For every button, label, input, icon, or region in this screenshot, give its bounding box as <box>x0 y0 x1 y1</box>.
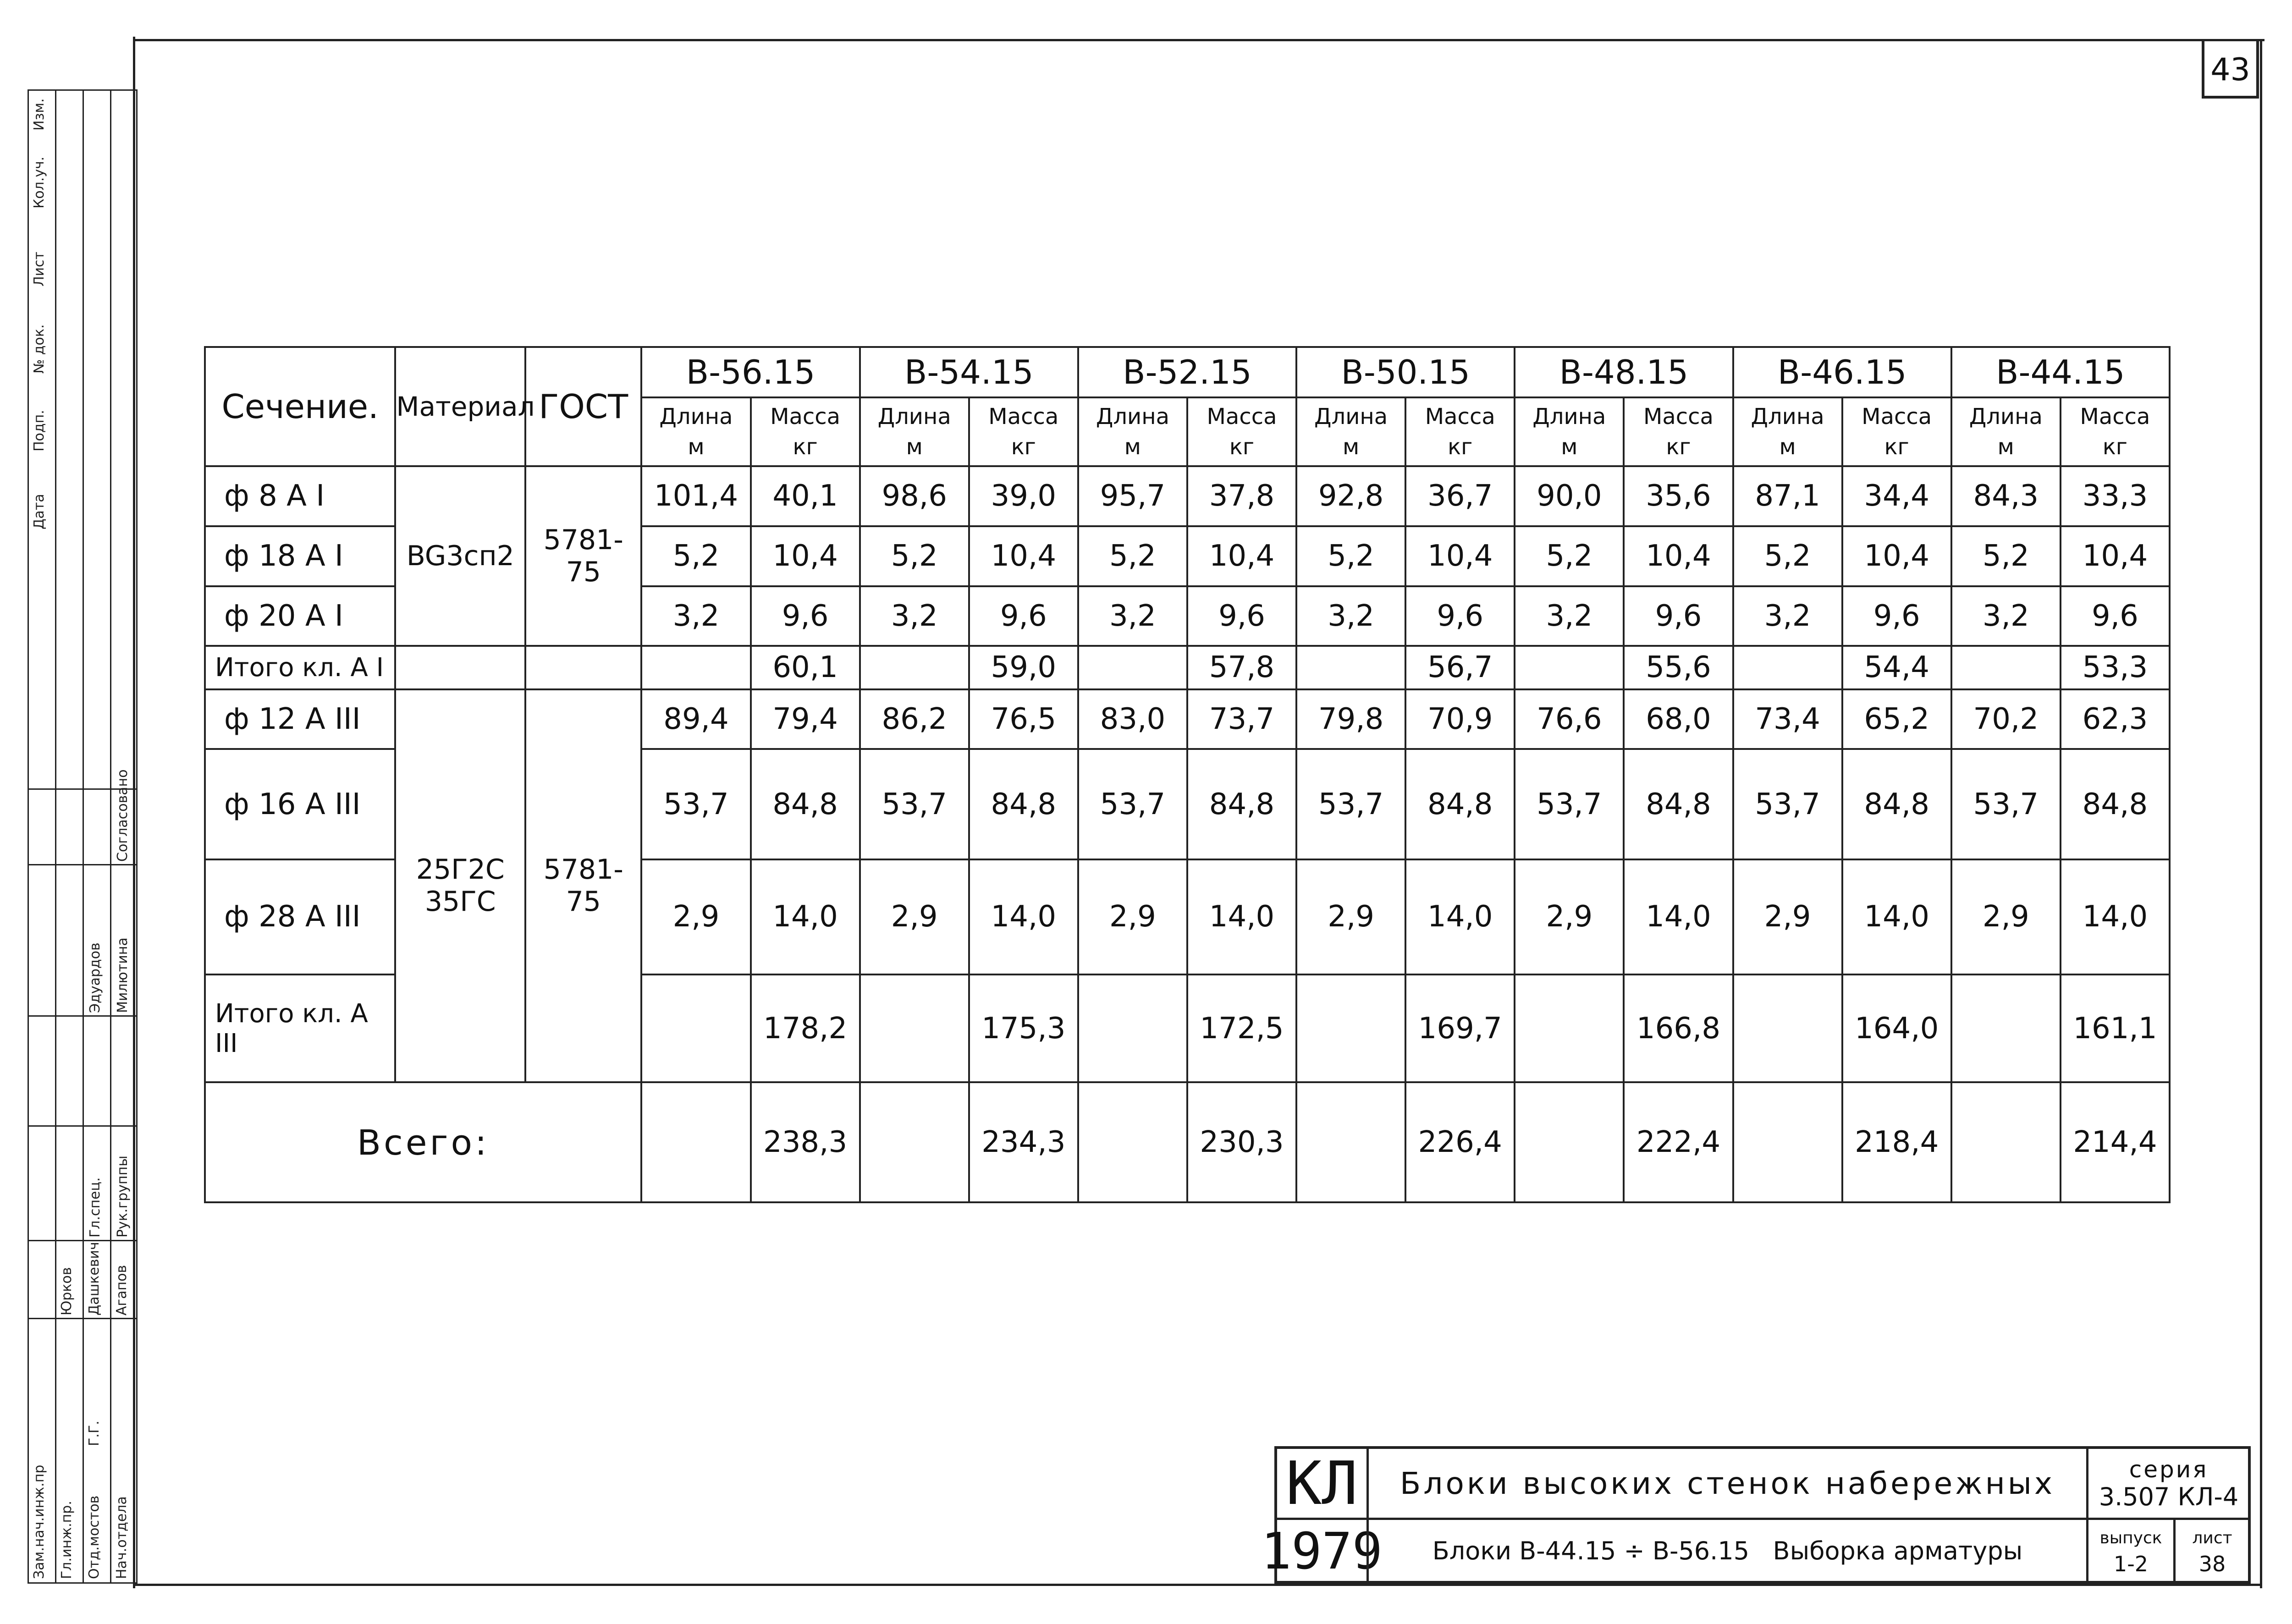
series-box <box>2086 1449 2249 1518</box>
section-label: ф 18 A I <box>205 526 395 586</box>
empty-cell <box>641 1082 750 1202</box>
header-mass: Масса кг <box>1842 397 1951 466</box>
margin-name: Юрков <box>59 1267 75 1316</box>
sheet-box <box>2173 1518 2249 1582</box>
drawing-subtitle: Блоки B-44.15 ÷ B-56.15 Выборка арматуры <box>1366 1518 2086 1582</box>
empty-cell <box>1515 974 1624 1082</box>
header-mass: Масса кг <box>2061 397 2170 466</box>
empty-cell <box>1733 1082 1842 1202</box>
cell-value: 2,9 <box>1733 859 1842 974</box>
margin-name: Г.Г. <box>86 1420 102 1446</box>
rebar-schedule-table <box>204 346 2171 1203</box>
margin-label: Нач.отдела <box>114 1496 130 1579</box>
cell-value: 53,7 <box>1078 749 1187 859</box>
section-label: ф 28 A III <box>205 859 395 974</box>
title-block <box>1261 1446 2251 1584</box>
empty-cell <box>1951 974 2061 1082</box>
empty-cell <box>525 646 641 689</box>
header-mass: Масса кг <box>1405 397 1515 466</box>
margin-row-line <box>28 1318 138 1319</box>
header-mass: Масса кг <box>1624 397 1733 466</box>
empty-cell <box>641 974 750 1082</box>
cell-value: 84,8 <box>969 749 1078 859</box>
header-length: Длина м <box>641 397 750 466</box>
cell-value: 53,7 <box>860 749 969 859</box>
header-section: Сечение. <box>205 347 395 466</box>
cell-value: 73,4 <box>1733 689 1842 749</box>
cell-value: 3,2 <box>1296 586 1405 646</box>
empty-cell <box>1078 1082 1187 1202</box>
cell-value: 3,2 <box>1078 586 1187 646</box>
empty-cell <box>1515 1082 1624 1202</box>
cell-value: 84,8 <box>1624 749 1733 859</box>
header-block-b56: B-56.15 <box>641 347 860 397</box>
cell-value: 5,2 <box>1951 526 2061 586</box>
cell-value: 89,4 <box>641 689 750 749</box>
empty-cell <box>641 646 750 689</box>
header-block-b54: B-54.15 <box>860 347 1078 397</box>
cell-value: 5,2 <box>1078 526 1187 586</box>
cell-value: 34,4 <box>1842 466 1951 526</box>
cell-value: 84,3 <box>1951 466 2061 526</box>
header-block-b50: B-50.15 <box>1296 347 1515 397</box>
header-gost: ГОСТ <box>525 347 641 466</box>
cell-value: 40,1 <box>751 466 860 526</box>
table-row <box>205 466 2170 526</box>
empty-cell <box>1515 646 1624 689</box>
margin-row-line <box>28 89 138 91</box>
margin-header-date: Дата <box>31 494 47 529</box>
grand-total-value: 222,4 <box>1624 1082 1733 1202</box>
margin-col-line <box>83 89 84 1584</box>
cell-value: 10,4 <box>969 526 1078 586</box>
cell-value: 3,2 <box>641 586 750 646</box>
margin-header-count: Кол.уч. <box>31 156 47 209</box>
cell-value: 76,6 <box>1515 689 1624 749</box>
cell-value: 53,7 <box>1951 749 2061 859</box>
empty-cell <box>1951 1082 2061 1202</box>
subtotal-value: 169,7 <box>1405 974 1515 1082</box>
cell-value: 14,0 <box>1187 859 1296 974</box>
cell-value: 10,4 <box>751 526 860 586</box>
cell-value: 14,0 <box>1842 859 1951 974</box>
subtotal-value: 161,1 <box>2061 974 2170 1082</box>
margin-label: Гл.инж.пр. <box>59 1501 75 1579</box>
margin-label: Зам.нач.инж.пр <box>31 1464 47 1579</box>
header-length: Длина м <box>1296 397 1405 466</box>
cell-value: 3,2 <box>1733 586 1842 646</box>
cell-value: 2,9 <box>1515 859 1624 974</box>
cell-value: 9,6 <box>1187 586 1296 646</box>
cell-value: 68,0 <box>1624 689 1733 749</box>
cell-value: 5,2 <box>1515 526 1624 586</box>
cell-value: 76,5 <box>969 689 1078 749</box>
header-length: Длина м <box>1951 397 2061 466</box>
margin-row-line <box>28 864 138 865</box>
table-row-subtotal-a1 <box>205 646 2170 689</box>
subtotal-value: 166,8 <box>1624 974 1733 1082</box>
header-mass: Масса кг <box>751 397 860 466</box>
margin-header-sign: Подп. <box>31 410 47 451</box>
section-label: ф 12 A III <box>205 689 395 749</box>
empty-cell <box>1078 974 1187 1082</box>
margin-col-line <box>28 89 29 1584</box>
year: 1979 <box>1277 1518 1366 1582</box>
cell-value: 5,2 <box>1733 526 1842 586</box>
margin-header-sheet: Лист <box>31 251 47 286</box>
margin-col-line <box>55 89 56 1584</box>
cell-value: 10,4 <box>1624 526 1733 586</box>
cell-value: 36,7 <box>1405 466 1515 526</box>
material-a3: 25Г2С 35ГС <box>395 689 525 1083</box>
header-length: Длина м <box>860 397 969 466</box>
margin-role: Милютина <box>115 937 131 1013</box>
series-label: серия <box>2129 1456 2209 1483</box>
drawing-title: Блоки высоких стенок набережных <box>1366 1449 2086 1518</box>
grand-total-value: 238,3 <box>751 1082 860 1202</box>
cell-value: 3,2 <box>860 586 969 646</box>
header-mass: Масса кг <box>969 397 1078 466</box>
cell-value: 3,2 <box>1515 586 1624 646</box>
margin-stamp: Согласовано <box>115 769 131 862</box>
margin-role: Рук.группы <box>115 1156 131 1238</box>
subtotal-value: 172,5 <box>1187 974 1296 1082</box>
gost-a1: 5781-75 <box>525 466 641 646</box>
cell-value: 84,8 <box>1187 749 1296 859</box>
header-block-b46: B-46.15 <box>1733 347 1951 397</box>
empty-cell <box>1296 646 1405 689</box>
margin-header-change: Изм. <box>31 98 47 131</box>
subtotal-value: 54,4 <box>1842 646 1951 689</box>
empty-cell <box>860 974 969 1082</box>
cell-value: 53,7 <box>1296 749 1405 859</box>
empty-cell <box>1296 1082 1405 1202</box>
material-a1: BG3сп2 <box>395 466 525 646</box>
frame-bottom-border <box>133 1584 2262 1586</box>
cell-value: 79,8 <box>1296 689 1405 749</box>
cell-value: 84,8 <box>751 749 860 859</box>
grand-total-value: 218,4 <box>1842 1082 1951 1202</box>
cell-value: 14,0 <box>969 859 1078 974</box>
subtotal-value: 57,8 <box>1187 646 1296 689</box>
subtotal-value: 175,3 <box>969 974 1078 1082</box>
subtotal-value: 164,0 <box>1842 974 1951 1082</box>
series-value: 3.507 КЛ-4 <box>2099 1482 2239 1511</box>
cell-value: 84,8 <box>1842 749 1951 859</box>
table-row-grand-total <box>205 1082 2170 1202</box>
empty-cell <box>1951 646 2061 689</box>
cell-value: 84,8 <box>1405 749 1515 859</box>
empty-cell <box>1733 646 1842 689</box>
cell-value: 14,0 <box>1624 859 1733 974</box>
cell-value: 2,9 <box>1078 859 1187 974</box>
section-label: ф 16 A III <box>205 749 395 859</box>
subtotal-label-a1: Итого кл. A I <box>205 646 395 689</box>
subtotal-value: 56,7 <box>1405 646 1515 689</box>
header-length: Длина м <box>1078 397 1187 466</box>
cell-value: 92,8 <box>1296 466 1405 526</box>
grand-total-value: 226,4 <box>1405 1082 1515 1202</box>
subtotal-value: 178,2 <box>751 974 860 1082</box>
cell-value: 2,9 <box>1951 859 2061 974</box>
header-length: Длина м <box>1733 397 1842 466</box>
cell-value: 9,6 <box>751 586 860 646</box>
cell-value: 9,6 <box>1842 586 1951 646</box>
cell-value: 10,4 <box>1405 526 1515 586</box>
cell-value: 86,2 <box>860 689 969 749</box>
empty-cell <box>860 1082 969 1202</box>
cell-value: 3,2 <box>1951 586 2061 646</box>
subtotal-label-a3: Итого кл. A III <box>205 974 395 1082</box>
cell-value: 65,2 <box>1842 689 1951 749</box>
cell-value: 90,0 <box>1515 466 1624 526</box>
cell-value: 14,0 <box>751 859 860 974</box>
cell-value: 70,9 <box>1405 689 1515 749</box>
cell-value: 10,4 <box>1187 526 1296 586</box>
cell-value: 35,6 <box>1624 466 1733 526</box>
cell-value: 79,4 <box>751 689 860 749</box>
cell-value: 5,2 <box>1296 526 1405 586</box>
cell-value: 37,8 <box>1187 466 1296 526</box>
gost-a3: 5781-75 <box>525 689 641 1083</box>
cell-value: 101,4 <box>641 466 750 526</box>
header-block-b52: B-52.15 <box>1078 347 1296 397</box>
grand-total-value: 234,3 <box>969 1082 1078 1202</box>
table-row <box>205 689 2170 749</box>
margin-label: Отд.мостов <box>86 1495 102 1579</box>
section-label: ф 20 A I <box>205 586 395 646</box>
cell-value: 9,6 <box>1405 586 1515 646</box>
header-length: Длина м <box>1515 397 1624 466</box>
cell-value: 39,0 <box>969 466 1078 526</box>
margin-col-line <box>136 89 138 1584</box>
margin-row-line <box>28 1582 138 1584</box>
cell-value: 9,6 <box>1624 586 1733 646</box>
cell-value: 73,7 <box>1187 689 1296 749</box>
margin-row-line <box>28 1015 138 1017</box>
cell-value: 10,4 <box>1842 526 1951 586</box>
cell-value: 2,9 <box>1296 859 1405 974</box>
cell-value: 70,2 <box>1951 689 2061 749</box>
cell-value: 87,1 <box>1733 466 1842 526</box>
cell-value: 14,0 <box>2061 859 2170 974</box>
page-number: 43 <box>2202 41 2259 99</box>
empty-cell <box>1733 974 1842 1082</box>
subtotal-value: 55,6 <box>1624 646 1733 689</box>
grand-total-label: Всего: <box>205 1082 641 1202</box>
margin-row-line <box>28 1125 138 1127</box>
grand-total-value: 230,3 <box>1187 1082 1296 1202</box>
margin-name: Дашкевич <box>86 1242 102 1316</box>
cell-value: 2,9 <box>641 859 750 974</box>
issue-label: выпуск <box>2099 1528 2162 1547</box>
margin-row-line <box>28 1240 138 1241</box>
cell-value: 62,3 <box>2061 689 2170 749</box>
cell-value: 9,6 <box>2061 586 2170 646</box>
cell-value: 53,7 <box>1515 749 1624 859</box>
margin-strip <box>28 89 138 1584</box>
cell-value: 53,7 <box>1733 749 1842 859</box>
margin-col-line <box>110 89 111 1584</box>
cell-value: 53,7 <box>641 749 750 859</box>
margin-name: Агапов <box>114 1265 130 1316</box>
cell-value: 33,3 <box>2061 466 2170 526</box>
cell-value: 5,2 <box>641 526 750 586</box>
cell-value: 2,9 <box>860 859 969 974</box>
margin-role: Эдуардов <box>87 942 103 1013</box>
subtotal-value: 53,3 <box>2061 646 2170 689</box>
cell-value: 98,6 <box>860 466 969 526</box>
empty-cell <box>1296 974 1405 1082</box>
issue-box <box>2086 1518 2173 1582</box>
cell-value: 9,6 <box>969 586 1078 646</box>
cell-value: 14,0 <box>1405 859 1515 974</box>
subtotal-value: 59,0 <box>969 646 1078 689</box>
header-block-b44: B-44.15 <box>1951 347 2170 397</box>
frame-top-border <box>133 39 2264 41</box>
cell-value: 83,0 <box>1078 689 1187 749</box>
issue-value: 1-2 <box>2113 1551 2149 1576</box>
subtotal-value: 60,1 <box>751 646 860 689</box>
empty-cell <box>395 646 525 689</box>
empty-cell <box>1078 646 1187 689</box>
header-mass: Масса кг <box>1187 397 1296 466</box>
frame-right-border <box>2260 39 2262 1588</box>
header-block-b48: B-48.15 <box>1515 347 1733 397</box>
cell-value: 5,2 <box>860 526 969 586</box>
header-material: Материал <box>395 347 525 466</box>
org-code: КЛ <box>1286 1448 1358 1518</box>
empty-cell <box>860 646 969 689</box>
section-label: ф 8 A I <box>205 466 395 526</box>
cell-value: 84,8 <box>2061 749 2170 859</box>
margin-header-doc: № док. <box>31 324 47 374</box>
sheet-value: 38 <box>2198 1551 2226 1576</box>
sheet-label: лист <box>2192 1528 2232 1547</box>
margin-role: Гл.спец. <box>87 1177 103 1238</box>
cell-value: 95,7 <box>1078 466 1187 526</box>
grand-total-value: 214,4 <box>2061 1082 2170 1202</box>
cell-value: 10,4 <box>2061 526 2170 586</box>
